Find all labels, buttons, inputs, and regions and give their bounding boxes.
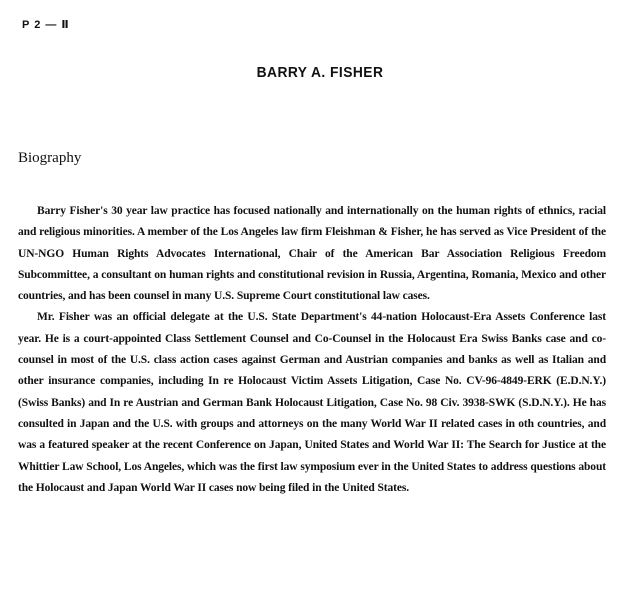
paragraph-holocaust-litigation: Mr. Fisher was an official delegate at the U.S. State Department's 44-nation Holocaust-Era Assets Conference last year. He is a court-appointed Class Settlement Counsel and Co-Counsel in the Holocaust Era Swiss Banks case and co-counsel in most of the U.S. class action cases against German and Austrian companies and banks as well as Italian and other insurance companies, including In re Holocaust Victim Assets Litigation, Case No. CV-96-4849-ERK (E.D.N.Y.) (Swiss Banks) and In re Austrian and German Bank Holocaust Litigation, Case No. 98 Civ. 3938-SWK (S.D.N.Y.). He has consulted in Japan and the U.S. with groups and attorneys on the many World War II related cases in oth countries, and was a featured speaker at the recent Conference on Japan, United States and World War II: The Search for Justice at the Whittier Law School, Los Angeles, which was the first law symposium ever in the United States to address questions about the Holocaust and Japan World War II cases now being filed in the United States.	[18, 311, 606, 494]
section-heading: Biography	[18, 150, 82, 166]
document-title: BARRY A. FISHER	[256, 64, 384, 81]
biography-body	[18, 201, 606, 499]
page-number: P 2 — Ⅱ	[22, 19, 70, 31]
paragraph-career-summary: Barry Fisher's 30 year law practice has focused nationally and internationally on the human rights of ethnics, racial and religious minorities. A member of the Los Angeles law firm Fleishman & Fisher, he has served as Vice President of the UN-NGO Human Rights Advocates International, Chair of the American Bar Association Religious Freedom Subcommittee, a consultant on human rights and constitutional revision in Russia, Argentina, Romania, Mexico and other countries, and has been counsel in many U.S. Supreme Court constitutional law cases.	[18, 205, 606, 303]
